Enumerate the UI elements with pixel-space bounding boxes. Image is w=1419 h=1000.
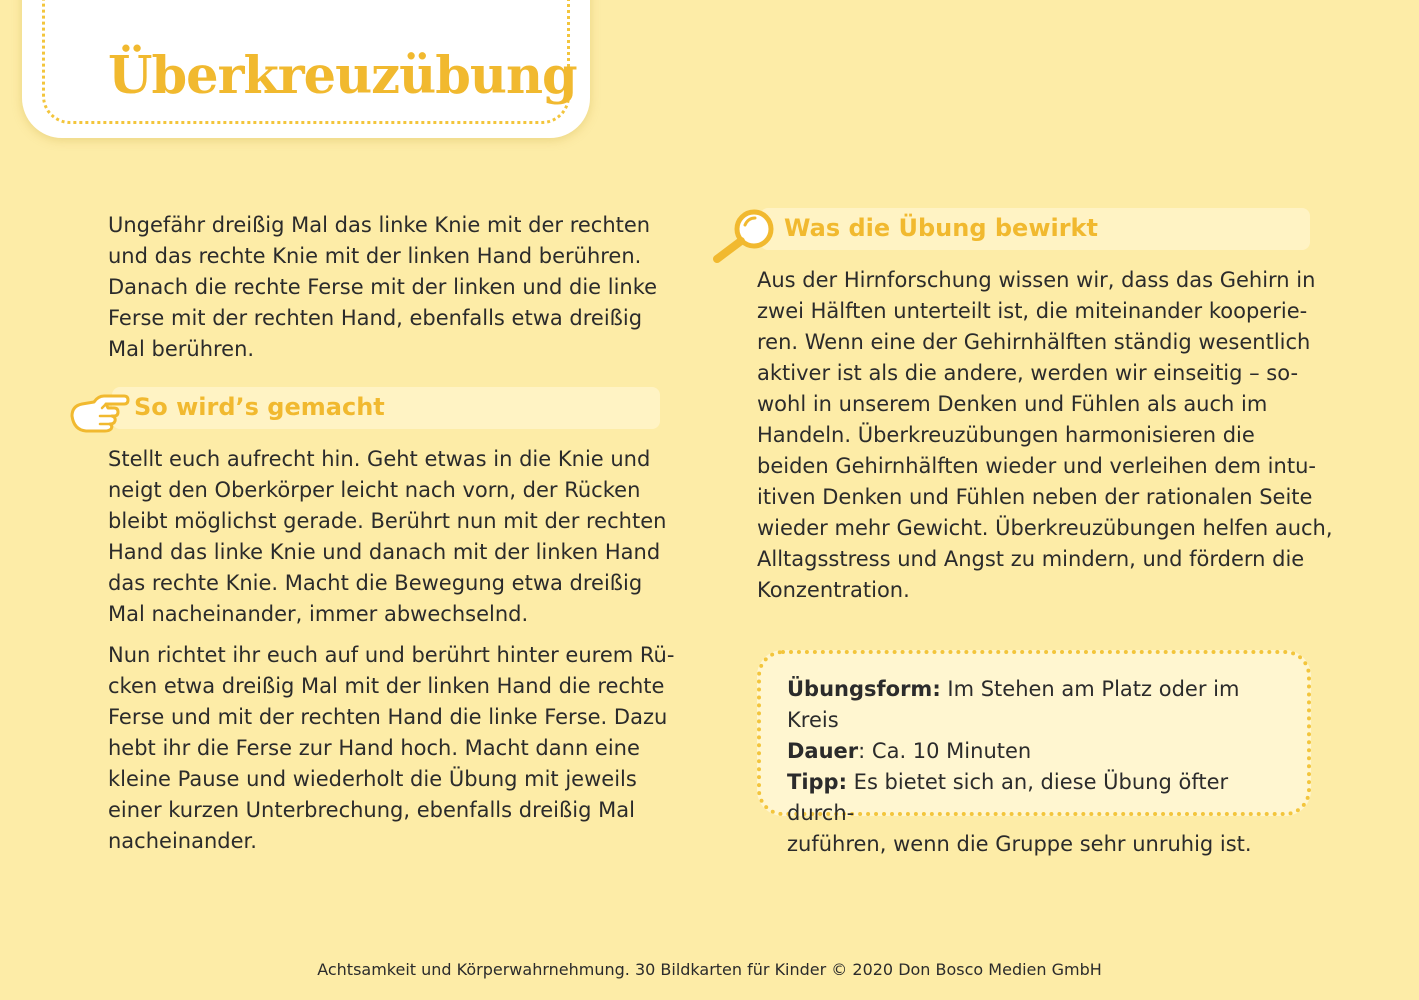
- how-line: hebt ihr die Ferse zur Hand hoch. Macht dann eine: [108, 736, 640, 760]
- effect-line: wohl in unserem Denken und Fühlen als auch im: [757, 392, 1268, 416]
- how-line: bleibt möglichst gerade. Berührt nun mit der rechten: [108, 509, 667, 533]
- info-tip-value: Es bietet sich an, diese Übung öfter durch-: [787, 770, 1229, 825]
- how-line: nacheinander.: [108, 829, 257, 853]
- effect-line: beiden Gehirnhälften wieder und verleihen dem intu-: [757, 454, 1316, 478]
- title-card: [22, 0, 590, 138]
- info-form-row: [787, 674, 1297, 736]
- footer-copyright: Achtsamkeit und Körperwahrnehmung. 30 Bildkarten für Kinder © 2020 Don Bosco Medien GmbH: [317, 960, 1102, 979]
- info-box: [757, 650, 1311, 856]
- effect-section-heading-bar: [760, 208, 1310, 250]
- how-line: Mal nacheinander, immer abwechselnd.: [108, 602, 529, 626]
- info-tip-row: [787, 767, 1297, 829]
- intro-line: Danach die rechte Ferse mit der linken und die linke: [108, 275, 658, 299]
- effect-text: [757, 265, 1333, 606]
- effect-line: wieder mehr Gewicht. Überkreuzübungen helfen auch,: [757, 516, 1333, 540]
- how-line: Stellt euch aufrecht hin. Geht etwas in die Knie und: [108, 447, 651, 471]
- info-tip-row-2: zuführen, wenn die Gruppe sehr unruhig ist.: [787, 832, 1252, 856]
- how-line: kleine Pause und wiederholt die Übung mit jeweils: [108, 767, 637, 791]
- how-line: cken etwa dreißig Mal mit der linken Hand die rechte: [108, 674, 665, 698]
- effect-section-heading: Was die Übung bewirkt: [784, 214, 1098, 242]
- how-line: Nun richtet ihr euch auf und berührt hinter eurem Rü-: [108, 643, 675, 667]
- how-line: das rechte Knie. Macht die Bewegung etwa dreißig: [108, 571, 643, 595]
- effect-line: ren. Wenn eine der Gehirnhälften ständig wesentlich: [757, 330, 1311, 354]
- effect-line: Handeln. Überkreuzübungen harmonisieren die: [757, 423, 1255, 447]
- intro-text: [108, 210, 657, 365]
- how-line: neigt den Oberkörper leicht nach vorn, der Rücken: [108, 478, 641, 502]
- intro-line: Ungefähr dreißig Mal das linke Knie mit der rechten: [108, 213, 651, 237]
- pointing-hand-icon: [68, 390, 130, 434]
- info-form-label: Übungsform:: [787, 677, 941, 701]
- info-duration-label: Dauer: [787, 739, 859, 763]
- effect-line: Alltagsstress und Angst zu mindern, und fördern die: [757, 547, 1305, 571]
- effect-line: Konzentration.: [757, 578, 910, 602]
- info-tip-label: Tipp:: [787, 770, 847, 794]
- effect-line: Aus der Hirnforschung wissen wir, dass das Gehirn in: [757, 268, 1316, 292]
- how-line: Hand das linke Knie und danach mit der linken Hand: [108, 540, 661, 564]
- info-duration-value: : Ca. 10 Minuten: [858, 739, 1032, 763]
- how-section-heading-bar: [112, 387, 660, 429]
- info-form-value: Im Stehen am Platz oder im Kreis: [787, 677, 1240, 732]
- magnifier-icon: [712, 207, 776, 265]
- intro-line: Mal berühren.: [108, 337, 255, 361]
- how-paragraph-2: [108, 640, 674, 857]
- intro-line: Ferse mit der rechten Hand, ebenfalls etwa dreißig: [108, 306, 643, 330]
- effect-line: itiven Denken und Fühlen neben der rationalen Seite: [757, 485, 1313, 509]
- how-paragraph-1: [108, 444, 666, 630]
- effect-line: zwei Hälften unterteilt ist, die miteinander kooperie-: [757, 299, 1308, 323]
- how-line: Ferse und mit der rechten Hand die linke Ferse. Dazu: [108, 705, 668, 729]
- info-duration-row: [787, 736, 1297, 767]
- info-box-content: [787, 674, 1297, 860]
- page-title: Überkreuzübung: [108, 46, 577, 106]
- how-section-heading: So wird’s gemacht: [134, 393, 385, 421]
- intro-line: und das rechte Knie mit der linken Hand berühren.: [108, 244, 642, 268]
- how-line: einer kurzen Unterbrechung, ebenfalls dreißig Mal: [108, 798, 635, 822]
- effect-line: aktiver ist als die andere, werden wir einseitig – so-: [757, 361, 1299, 385]
